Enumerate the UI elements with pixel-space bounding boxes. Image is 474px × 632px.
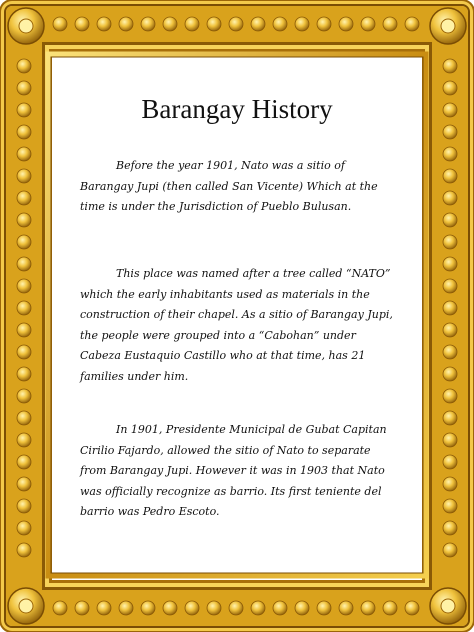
frame-scroll-bead <box>383 601 397 615</box>
frame-scroll-bead <box>443 103 457 117</box>
frame-scroll-bead <box>295 601 309 615</box>
frame-scroll-bead <box>17 59 31 73</box>
frame-scroll-bead <box>97 601 111 615</box>
frame-scroll-bead <box>251 601 265 615</box>
frame-scroll-bead <box>443 279 457 293</box>
frame-scroll-bead <box>97 17 111 31</box>
frame-scroll-bead <box>17 81 31 95</box>
frame-scroll-bead <box>119 601 133 615</box>
frame-scroll-bead <box>443 367 457 381</box>
frame-scroll-bead <box>17 191 31 205</box>
frame-scroll-bead <box>163 601 177 615</box>
frame-scroll-bead <box>443 411 457 425</box>
frame-scroll-bead <box>443 147 457 161</box>
frame-scroll-bead <box>443 59 457 73</box>
frame-scroll-bead <box>17 103 31 117</box>
frame-scroll-bead <box>75 17 89 31</box>
frame-scroll-bead <box>361 17 375 31</box>
frame-scroll-bead <box>273 17 287 31</box>
frame-scroll-bead <box>17 433 31 447</box>
frame-scroll-bead <box>17 279 31 293</box>
frame-scroll-bead <box>443 499 457 513</box>
frame-scroll-bead <box>141 601 155 615</box>
frame-scroll-bead <box>361 601 375 615</box>
frame-scroll-bead <box>17 257 31 271</box>
frame-scroll-bead <box>251 17 265 31</box>
frame-scroll-bead <box>53 17 67 31</box>
frame-scroll-bead <box>141 17 155 31</box>
frame-scroll-bead <box>17 213 31 227</box>
frame-scroll-bead <box>443 477 457 491</box>
frame-scroll-bead <box>17 367 31 381</box>
frame-scroll-bead <box>17 477 31 491</box>
frame-scroll-bead <box>317 601 331 615</box>
frame-scroll-bead <box>443 543 457 557</box>
paragraph-1: Before the year 1901, Nato was a sitio of Barangay Jupi (then called San Vicente) Which at the time is under the Jurisdiction of Pueblo Bulusan. <box>80 159 378 213</box>
frame-scroll-bead <box>443 455 457 469</box>
frame-scroll-bead <box>443 213 457 227</box>
frame-scroll-bead <box>339 17 353 31</box>
frame-scroll-bead <box>443 125 457 139</box>
frame-scroll-bead <box>17 301 31 315</box>
frame-scroll-bead <box>17 521 31 535</box>
frame-scroll-bead <box>405 601 419 615</box>
frame-scroll-bead <box>317 17 331 31</box>
frame-scroll-bead <box>17 389 31 403</box>
frame-scroll-bead <box>405 17 419 31</box>
frame-scroll-bead <box>185 601 199 615</box>
frame-scroll-bead <box>443 521 457 535</box>
paragraph-3: In 1901, Presidente Municipal de Gubat Capitan Cirilio Fajardo, allowed the sitio of Nato to separate from Barangay Jupi. However it was in 1903 that Nato was officially recognize as barrio. Its first teniente del barrio was Pedro Escoto. <box>80 423 387 518</box>
frame-scroll-bead <box>17 147 31 161</box>
frame-scroll-bead <box>163 17 177 31</box>
frame-scroll-bead <box>207 17 221 31</box>
frame-scroll-bead <box>443 389 457 403</box>
frame-scroll-bead <box>17 543 31 557</box>
frame-scroll-bead <box>443 301 457 315</box>
document-content <box>58 64 416 564</box>
frame-scroll-bead <box>443 191 457 205</box>
frame-scroll-bead <box>185 17 199 31</box>
frame-scroll-bead <box>443 323 457 337</box>
frame-scroll-bead <box>75 601 89 615</box>
frame-scroll-bead <box>17 323 31 337</box>
frame-scroll-bead <box>295 17 309 31</box>
frame-scroll-bead <box>17 499 31 513</box>
frame-scroll-bead <box>229 601 243 615</box>
frame-scroll-bead <box>17 455 31 469</box>
frame-scroll-bead <box>17 125 31 139</box>
frame-scroll-bead <box>443 81 457 95</box>
frame-scroll-bead <box>443 433 457 447</box>
frame-scroll-bead <box>17 345 31 359</box>
frame-scroll-bead <box>443 235 457 249</box>
frame-scroll-bead <box>443 257 457 271</box>
frame-scroll-bead <box>339 601 353 615</box>
frame-scroll-bead <box>17 411 31 425</box>
frame-scroll-bead <box>53 601 67 615</box>
frame-scroll-bead <box>383 17 397 31</box>
frame-scroll-bead <box>17 235 31 249</box>
frame-scroll-bead <box>207 601 221 615</box>
frame-scroll-bead <box>17 169 31 183</box>
page-title: Barangay History <box>141 94 333 124</box>
frame-scroll-bead <box>229 17 243 31</box>
frame-scroll-bead <box>119 17 133 31</box>
frame-scroll-bead <box>443 345 457 359</box>
frame-scroll-bead <box>443 169 457 183</box>
paragraph-2: This place was named after a tree called “NATO” which the early inhabitants used as materials in the construction of their chapel. As a sitio of Barangay Jupi, the people were grouped into a “Cabohan” under Cabeza Eustaquio Castillo who at that time, has 21 families under him. <box>80 267 393 383</box>
frame-scroll-bead <box>273 601 287 615</box>
